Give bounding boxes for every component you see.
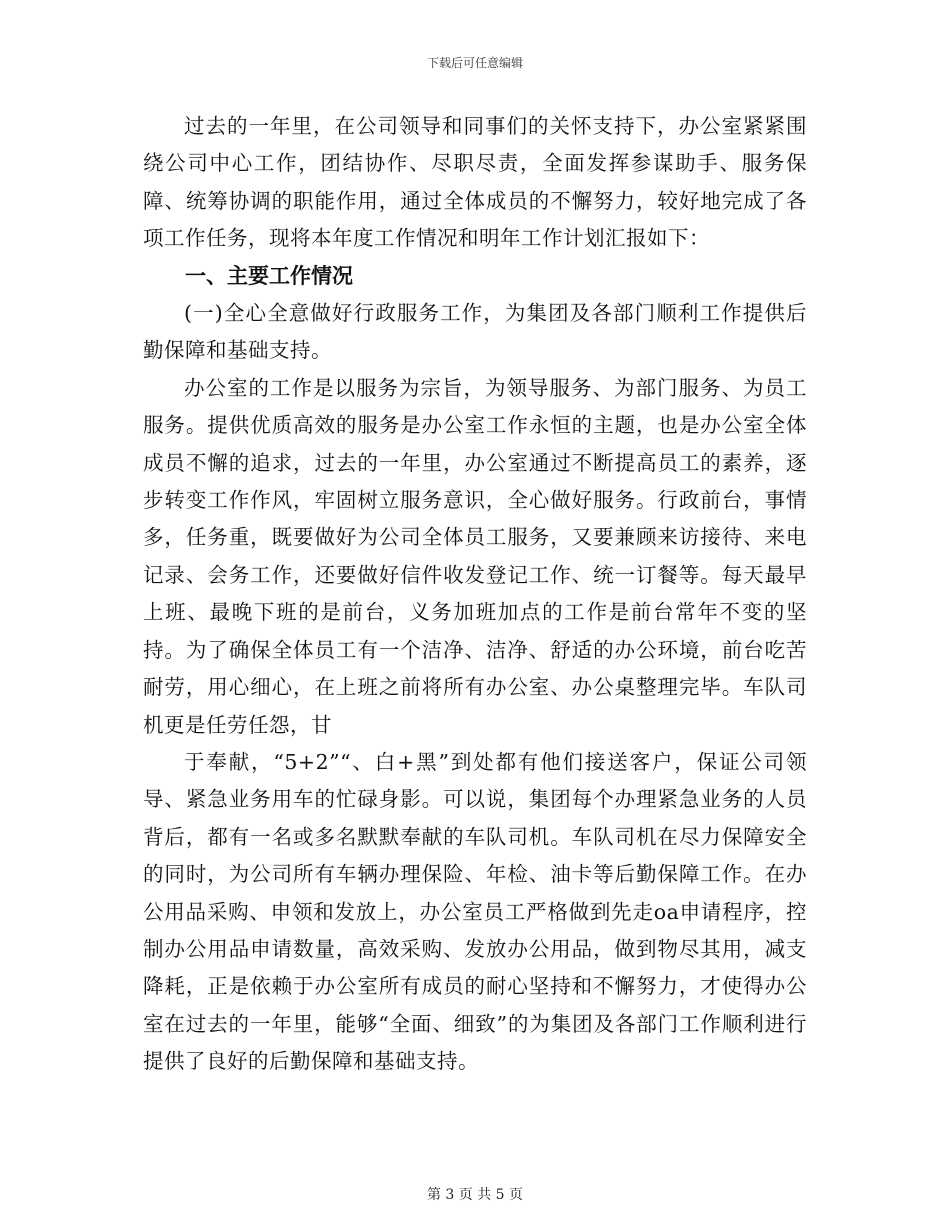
page-number: 第 3 页 共 5 页 [426, 1187, 524, 1203]
subsection-paragraph: (一)全心全意做好行政服务工作，为集团及各部门顺利工作提供后勤保障和基础支持。 [143, 301, 807, 363]
document-body [143, 108, 807, 1081]
intro-paragraph: 过去的一年里，在公司领导和同事们的关怀支持下，办公室紧紧围绕公司中心工作，团结协作、尽职尽责，全面发挥参谋助手、服务保障、统筹协调的职能作用，通过全体成员的不懈努力，较好地完成了各项工作任务，现将本年度工作情况和明年工作计划汇报如下： [143, 114, 807, 251]
body-paragraph: 办公室的工作是以服务为宗旨，为领导服务、为部门服务、为员工服务。提供优质高效的服务是办公室工作永恒的主题，也是办公室全体成员不懈的追求，过去的一年里，办公室通过不断提高员工的素养，逐步转变工作作风，牢固树立服务意识，全心做好服务。行政前台，事情多，任务重，既要做好为公司全体员工服务，又要兼顾来访接待、来电记录、会务工作，还要做好信件收发登记工作、统一订餐等。每天最早上班、最晚下班的是前台，义务加班加点的工作是前台常年不变的坚持。为了确保全体员工有一个洁净、洁净、舒适的办公环境，前台吃苦耐劳，用心细心，在上班之前将所有办公室、办公桌整理完毕。车队司机更是任劳任怨，甘 [143, 375, 807, 737]
page-header: 下载后可任意编辑 [426, 56, 523, 70]
section-heading: 一、主要工作情况 [185, 263, 353, 288]
body-paragraph: 于奉献，“5+2”“、白+黑”到处都有他们接送客户，保证公司领导、紧急业务用车的忙碌身影。可以说，集团每个办理紧急业务的人员背后，都有一名或多名默默奉献的车队司机。车队司机在尽力保障安全的同时，为公司所有车辆办理保险、年检、油卡等后勤保障工作。在办公用品采购、申领和发放上，办公室员工严格做到先走oa申请程序，控制办公用品申请数量，高效采购、发放办公用品，做到物尽其用，减支降耗，正是依赖于办公室所有成员的耐心坚持和不懈努力，才使得办公室在过去的一年里，能够“全面、细致”的为集团及各部门工作顺利进行提供了良好的后勤保障和基础支持。 [143, 749, 807, 1074]
